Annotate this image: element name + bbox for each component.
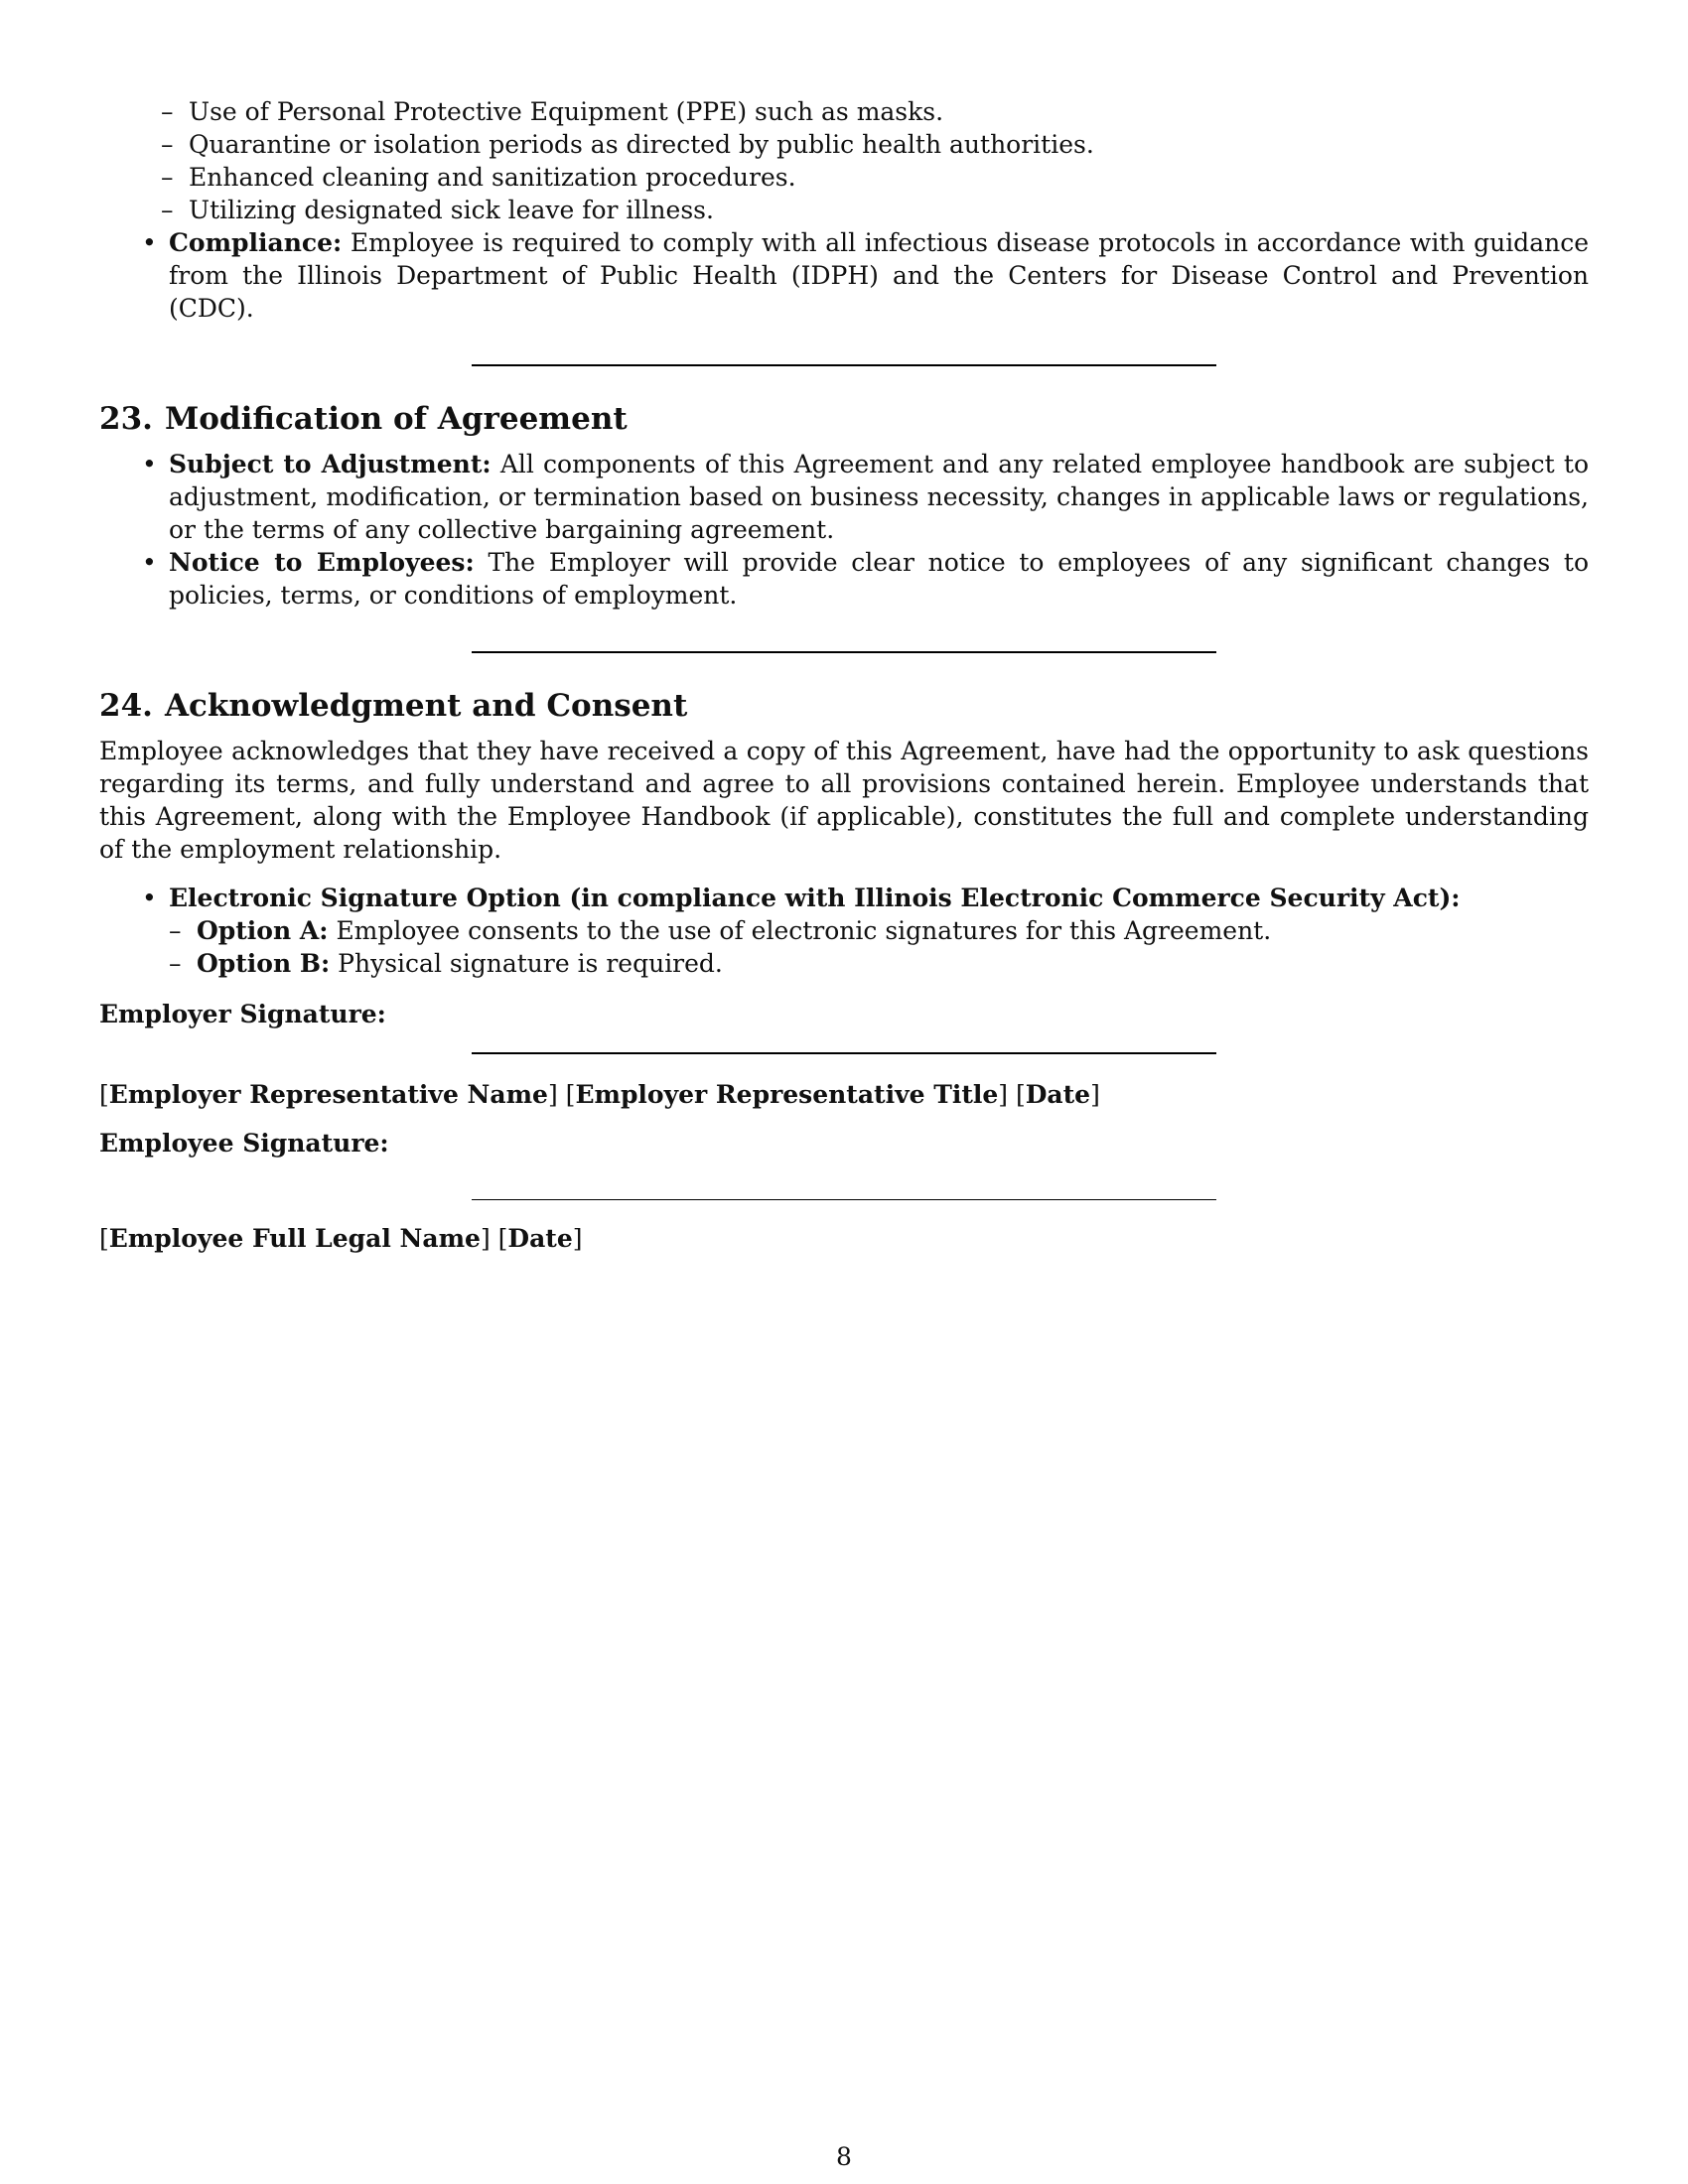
employer-date: Date	[1025, 1080, 1091, 1109]
list-item	[169, 448, 1589, 546]
compliance-label: Compliance:	[169, 228, 343, 257]
acknowledgment-paragraph: Employee acknowledges that they have received a copy of this Agreement, have had the opportunity to ask questions regarding its terms, and fully understand and agree to all provisions contained herein. Employee understands that this Agreement, along with the Employee Handbook (if applicable), constitutes the full and complete understanding of the employment relationship.	[99, 737, 1589, 864]
item-text: The Employer will provide clear notice to employees of any significant changes to policies, terms, or conditions of employment.	[169, 548, 1589, 610]
option-label: Option B:	[197, 949, 331, 978]
option-text: Employee consents to the use of electronic signatures for this Agreement.	[336, 916, 1272, 945]
page-number: 8	[836, 2142, 852, 2171]
esignature-item	[169, 882, 1589, 980]
list-item: – Use of Personal Protective Equipment (PPE) such as masks.	[161, 95, 1589, 128]
list-item: – Enhanced cleaning and sanitization procedures.	[161, 161, 1589, 194]
bracket: ]	[480, 1224, 491, 1253]
bracket: ]	[1090, 1080, 1100, 1109]
list-item: – Utilizing designated sick leave for illness.	[161, 194, 1589, 226]
compliance-text: Employee is required to comply with all infectious disease protocols in accordance with guidance from the Illinois Department of Public Health (IDPH) and the Centers for Disease Control and Prevention (CDC).	[169, 228, 1589, 323]
bracket: [	[557, 1080, 576, 1109]
list-item	[169, 546, 1589, 612]
employer-rep-name: Employer Representative Name	[108, 1080, 548, 1109]
employee-name: Employee Full Legal Name	[108, 1224, 481, 1253]
modification-list	[99, 448, 1589, 612]
esignature-list	[99, 882, 1589, 980]
employer-signature-details	[99, 1078, 1589, 1111]
compliance-list	[99, 226, 1589, 325]
section-heading-24	[99, 686, 1589, 726]
section-number: 24.	[99, 688, 153, 724]
document-page	[99, 95, 1589, 1255]
esignature-options	[169, 914, 1589, 980]
employee-signature-label: Employee Signature:	[99, 1129, 389, 1158]
employee-date: Date	[507, 1224, 573, 1253]
section-title: Modification of Agreement	[164, 401, 628, 437]
item-text: All components of this Agreement and any related employee handbook are subject to adjustment, modification, or termination based on business necessity, changes in applicable laws or regulations, or the terms of any collective bargaining agreement.	[169, 450, 1589, 544]
section-title: Acknowledgment and Consent	[164, 688, 688, 724]
employer-signature-label: Employer Signature:	[99, 1000, 386, 1028]
bracket: ]	[547, 1080, 558, 1109]
bracket: [	[1008, 1080, 1026, 1109]
esignature-label: Electronic Signature Option (in compliance with Illinois Electronic Commerce Security Act):	[169, 884, 1461, 912]
option-item	[169, 947, 1589, 980]
bracket: [	[99, 1224, 109, 1253]
bracket: ]	[998, 1080, 1009, 1109]
bracket: ]	[572, 1224, 583, 1253]
compliance-item	[169, 226, 1589, 325]
bracket: [	[490, 1224, 508, 1253]
item-label: Notice to Employees:	[169, 548, 475, 577]
ppe-measures-list	[99, 95, 1589, 226]
section-heading-23	[99, 399, 1589, 439]
item-label: Subject to Adjustment:	[169, 450, 492, 478]
list-item: – Quarantine or isolation periods as directed by public health authorities.	[161, 128, 1589, 161]
bracket: [	[99, 1080, 109, 1109]
option-text: Physical signature is required.	[338, 949, 723, 978]
employee-signature-details	[99, 1222, 1589, 1255]
option-item	[169, 914, 1589, 947]
section-number: 23.	[99, 401, 153, 437]
option-label: Option A:	[197, 916, 329, 945]
employer-rep-title: Employer Representative Title	[575, 1080, 999, 1109]
